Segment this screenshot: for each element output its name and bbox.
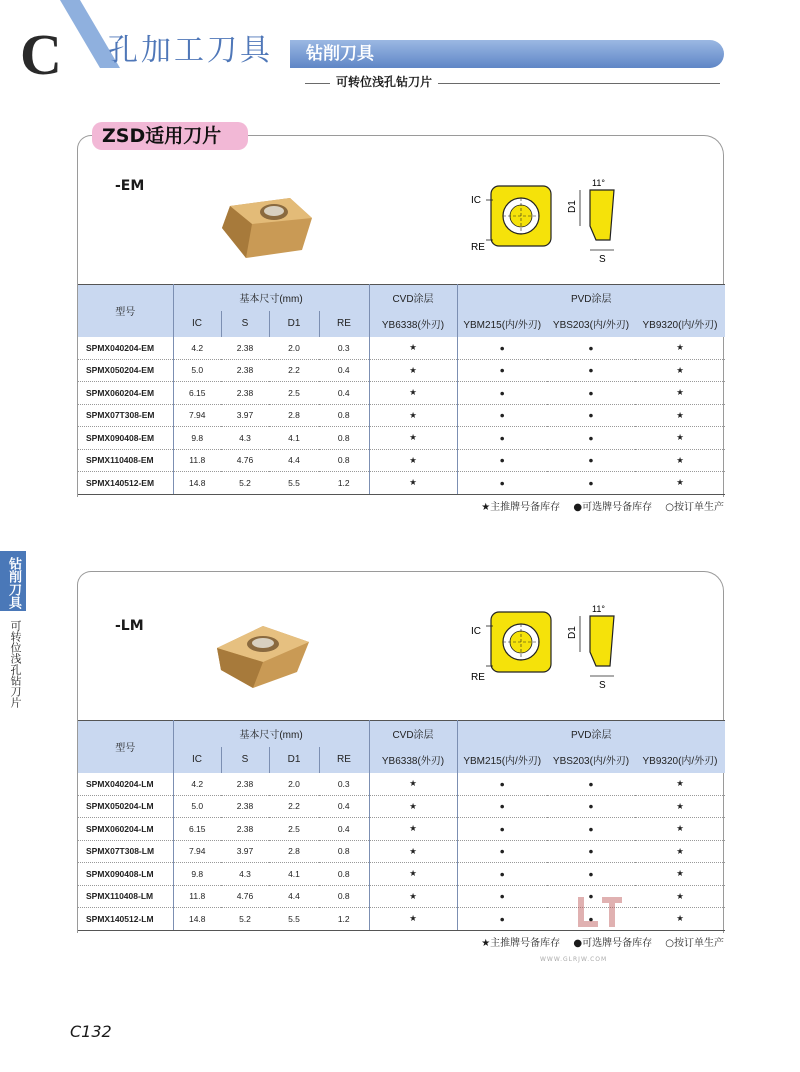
- model-cell: SPMX050204-LM: [78, 795, 173, 818]
- legend-order: ○按订单生产: [665, 938, 724, 949]
- grade-mark-cell: ●: [547, 427, 635, 450]
- variant-label: -EM: [115, 178, 145, 194]
- model-cell: SPMX07T308-LM: [78, 840, 173, 863]
- grade-mark-cell: ●: [547, 908, 635, 931]
- dimension-cell: 5.2: [221, 472, 269, 495]
- grade-mark-cell: ★: [635, 359, 725, 382]
- section-tag: ZSD适用刀片: [92, 122, 248, 150]
- grade-mark-cell: ●: [457, 449, 547, 472]
- header-d1: D1: [269, 311, 319, 337]
- header-ic: IC: [173, 311, 221, 337]
- table-row: [78, 795, 725, 818]
- dimension-cell: 3.97: [221, 404, 269, 427]
- dimension-cell: 0.8: [319, 427, 369, 450]
- model-cell: SPMX050204-EM: [78, 359, 173, 382]
- dimension-cell: 2.38: [221, 359, 269, 382]
- table-row: [78, 427, 725, 450]
- re-label: RE: [471, 242, 485, 253]
- s-label: S: [599, 680, 606, 691]
- grade-mark-cell: ●: [457, 404, 547, 427]
- dimension-cell: 2.2: [269, 795, 319, 818]
- table-row: [78, 773, 725, 796]
- dimension-cell: 5.2: [221, 908, 269, 931]
- header-cvd: CVD涂层: [369, 721, 457, 747]
- header-grade-2: YBM215(内/外刃): [457, 311, 547, 337]
- header-s: S: [221, 747, 269, 773]
- legend-optional: ●可选牌号备库存: [573, 502, 653, 513]
- s-label: S: [599, 254, 606, 265]
- grade-mark-cell: ●: [547, 863, 635, 886]
- dimension-cell: 2.0: [269, 773, 319, 796]
- dimension-cell: 2.0: [269, 337, 319, 360]
- grade-mark-cell: ●: [457, 359, 547, 382]
- variant-label: -LM: [115, 618, 144, 634]
- dimension-cell: 2.5: [269, 818, 319, 841]
- dimension-cell: 6.15: [173, 382, 221, 405]
- dimension-cell: 2.5: [269, 382, 319, 405]
- dimension-cell: 0.8: [319, 840, 369, 863]
- dimension-cell: 2.8: [269, 404, 319, 427]
- table-row: [78, 382, 725, 405]
- grade-mark-cell: ★: [369, 404, 457, 427]
- grade-mark-cell: ★: [635, 840, 725, 863]
- dimension-cell: 4.4: [269, 449, 319, 472]
- table-row: [78, 337, 725, 360]
- grade-mark-cell: ●: [547, 472, 635, 495]
- legend-em: [471, 498, 724, 513]
- category-label: 钻削刀具: [306, 44, 374, 64]
- dimension-cell: 14.8: [173, 472, 221, 495]
- page-number: C132: [70, 1022, 112, 1041]
- grade-mark-cell: ★: [369, 863, 457, 886]
- dimension-cell: 0.4: [319, 795, 369, 818]
- chapter-letter: C: [20, 22, 62, 87]
- model-cell: SPMX090408-LM: [78, 863, 173, 886]
- dimension-cell: 0.4: [319, 359, 369, 382]
- grade-mark-cell: ★: [635, 404, 725, 427]
- dimension-cell: 0.3: [319, 337, 369, 360]
- dimension-cell: 2.38: [221, 337, 269, 360]
- table-row: [78, 818, 725, 841]
- dimension-cell: 2.38: [221, 382, 269, 405]
- side-tab[interactable]: 钻削刀具: [0, 551, 26, 611]
- grade-mark-cell: ★: [635, 795, 725, 818]
- grade-mark-cell: ●: [457, 773, 547, 796]
- header-grade-3: YBS203(内/外刃): [547, 747, 635, 773]
- d1-label: D1: [567, 200, 578, 213]
- dimension-cell: 0.3: [319, 773, 369, 796]
- grade-mark-cell: ★: [635, 863, 725, 886]
- re-label: RE: [471, 672, 485, 683]
- grade-mark-cell: ★: [369, 382, 457, 405]
- insert-photo: [218, 194, 318, 264]
- dimension-cell: 5.5: [269, 472, 319, 495]
- grade-mark-cell: ★: [369, 337, 457, 360]
- header-ic: IC: [173, 747, 221, 773]
- dimension-cell: 6.15: [173, 818, 221, 841]
- angle-label: 11°: [592, 604, 605, 614]
- dimension-cell: 7.94: [173, 840, 221, 863]
- model-cell: SPMX140512-LM: [78, 908, 173, 931]
- dimension-cell: 1.2: [319, 908, 369, 931]
- grade-mark-cell: ●: [547, 337, 635, 360]
- grade-mark-cell: ★: [635, 472, 725, 495]
- grade-mark-cell: ●: [547, 818, 635, 841]
- dimension-cell: 5.0: [173, 795, 221, 818]
- header-model: 型号: [78, 285, 173, 337]
- page-subtitle: 可转位浅孔钻刀片: [330, 73, 438, 91]
- grade-mark-cell: ★: [369, 449, 457, 472]
- grade-mark-cell: ★: [369, 773, 457, 796]
- dimension-cell: 2.38: [221, 773, 269, 796]
- header-model: 型号: [78, 721, 173, 773]
- model-cell: SPMX07T308-EM: [78, 404, 173, 427]
- dimension-cell: 0.8: [319, 863, 369, 886]
- grade-mark-cell: ★: [635, 337, 725, 360]
- grade-mark-cell: ★: [635, 885, 725, 908]
- dimension-cell: 5.5: [269, 908, 319, 931]
- dimension-cell: 14.8: [173, 908, 221, 931]
- grade-mark-cell: ★: [635, 773, 725, 796]
- header-dims: 基本尺寸(mm): [173, 721, 369, 747]
- grade-mark-cell: ●: [457, 908, 547, 931]
- watermark-logo: [570, 893, 630, 933]
- grade-mark-cell: ●: [547, 449, 635, 472]
- header-grade-1: YB6338(外刃): [369, 311, 457, 337]
- section-em: [77, 125, 724, 497]
- dimension-cell: 1.2: [319, 472, 369, 495]
- dimension-cell: 9.8: [173, 427, 221, 450]
- grade-mark-cell: ●: [547, 382, 635, 405]
- dimension-cell: 0.4: [319, 818, 369, 841]
- header-grade-2: YBM215(内/外刃): [457, 747, 547, 773]
- dimension-cell: 2.38: [221, 795, 269, 818]
- dimension-cell: 4.3: [221, 427, 269, 450]
- model-cell: SPMX040204-LM: [78, 773, 173, 796]
- grade-mark-cell: ★: [369, 818, 457, 841]
- grade-mark-cell: ●: [457, 885, 547, 908]
- table-row: [78, 840, 725, 863]
- model-cell: SPMX140512-EM: [78, 472, 173, 495]
- header-dims: 基本尺寸(mm): [173, 285, 369, 311]
- dimension-cell: 0.4: [319, 382, 369, 405]
- dimension-cell: 4.3: [221, 863, 269, 886]
- header-d1: D1: [269, 747, 319, 773]
- dimension-cell: 4.4: [269, 885, 319, 908]
- legend-recommended: ★主推牌号备库存: [481, 502, 561, 513]
- ic-label: IC: [471, 195, 481, 206]
- header-s: S: [221, 311, 269, 337]
- grade-mark-cell: ★: [635, 427, 725, 450]
- header-re: RE: [319, 747, 369, 773]
- dimension-cell: 4.2: [173, 337, 221, 360]
- header-grade-4: YB9320(内/外刃): [635, 747, 725, 773]
- grade-mark-cell: ★: [635, 908, 725, 931]
- grade-mark-cell: ★: [369, 472, 457, 495]
- spec-table-em: [78, 284, 725, 495]
- dimension-cell: 2.2: [269, 359, 319, 382]
- dimension-cell: 2.38: [221, 818, 269, 841]
- grade-mark-cell: ●: [457, 795, 547, 818]
- grade-mark-cell: ●: [457, 472, 547, 495]
- watermark-url: WWW.GLRJW.COM: [540, 956, 608, 963]
- model-cell: SPMX060204-LM: [78, 818, 173, 841]
- dimension-cell: 0.8: [319, 449, 369, 472]
- insert-side-view: [558, 604, 638, 694]
- insert-photo: [213, 622, 313, 692]
- side-tab-subtitle: 可转位浅孔钻刀片: [9, 620, 22, 708]
- header-cvd: CVD涂层: [369, 285, 457, 311]
- model-cell: SPMX110408-EM: [78, 449, 173, 472]
- page-title: 孔加工刀具: [108, 33, 273, 68]
- header-pvd: PVD涂层: [457, 285, 725, 311]
- table-row: [78, 359, 725, 382]
- header-re: RE: [319, 311, 369, 337]
- dimension-cell: 11.8: [173, 449, 221, 472]
- grade-mark-cell: ●: [547, 773, 635, 796]
- table-row: [78, 404, 725, 427]
- legend-lm: [471, 934, 724, 949]
- grade-mark-cell: ●: [547, 404, 635, 427]
- header-grade-3: YBS203(内/外刃): [547, 311, 635, 337]
- grade-mark-cell: ●: [457, 337, 547, 360]
- dimension-cell: 4.76: [221, 449, 269, 472]
- dimension-cell: 4.1: [269, 863, 319, 886]
- grade-mark-cell: ★: [635, 449, 725, 472]
- model-cell: SPMX060204-EM: [78, 382, 173, 405]
- grade-mark-cell: ●: [457, 863, 547, 886]
- grade-mark-cell: ★: [635, 818, 725, 841]
- insert-side-view: [558, 178, 638, 268]
- legend-order: ○按订单生产: [665, 502, 724, 513]
- grade-mark-cell: ★: [369, 795, 457, 818]
- grade-mark-cell: ★: [369, 840, 457, 863]
- dimension-cell: 3.97: [221, 840, 269, 863]
- grade-mark-cell: ★: [369, 359, 457, 382]
- table-row: [78, 472, 725, 495]
- d1-label: D1: [567, 626, 578, 639]
- grade-mark-cell: ●: [547, 359, 635, 382]
- grade-mark-cell: ●: [547, 885, 635, 908]
- grade-mark-cell: ★: [369, 908, 457, 931]
- model-cell: SPMX040204-EM: [78, 337, 173, 360]
- grade-mark-cell: ★: [369, 427, 457, 450]
- dimension-cell: 4.2: [173, 773, 221, 796]
- dimension-cell: 5.0: [173, 359, 221, 382]
- grade-mark-cell: ★: [369, 885, 457, 908]
- header-pvd: PVD涂层: [457, 721, 725, 747]
- header-grade-1: YB6338(外刃): [369, 747, 457, 773]
- legend-recommended: ★主推牌号备库存: [481, 938, 561, 949]
- grade-mark-cell: ●: [547, 795, 635, 818]
- grade-mark-cell: ●: [457, 840, 547, 863]
- model-cell: SPMX110408-LM: [78, 885, 173, 908]
- grade-mark-cell: ●: [547, 840, 635, 863]
- grade-mark-cell: ●: [457, 818, 547, 841]
- dimension-cell: 4.76: [221, 885, 269, 908]
- dimension-cell: 2.8: [269, 840, 319, 863]
- grade-mark-cell: ★: [635, 382, 725, 405]
- angle-label: 11°: [592, 178, 605, 188]
- dimension-cell: 0.8: [319, 404, 369, 427]
- dimension-cell: 0.8: [319, 885, 369, 908]
- dimension-cell: 4.1: [269, 427, 319, 450]
- dimension-cell: 7.94: [173, 404, 221, 427]
- ic-label: IC: [471, 626, 481, 637]
- grade-mark-cell: ●: [457, 427, 547, 450]
- dimension-cell: 11.8: [173, 885, 221, 908]
- model-cell: SPMX090408-EM: [78, 427, 173, 450]
- header-grade-4: YB9320(内/外刃): [635, 311, 725, 337]
- section-lm: [77, 571, 724, 933]
- table-row: [78, 449, 725, 472]
- table-row: [78, 863, 725, 886]
- grade-mark-cell: ●: [457, 382, 547, 405]
- dimension-cell: 9.8: [173, 863, 221, 886]
- legend-optional: ●可选牌号备库存: [573, 938, 653, 949]
